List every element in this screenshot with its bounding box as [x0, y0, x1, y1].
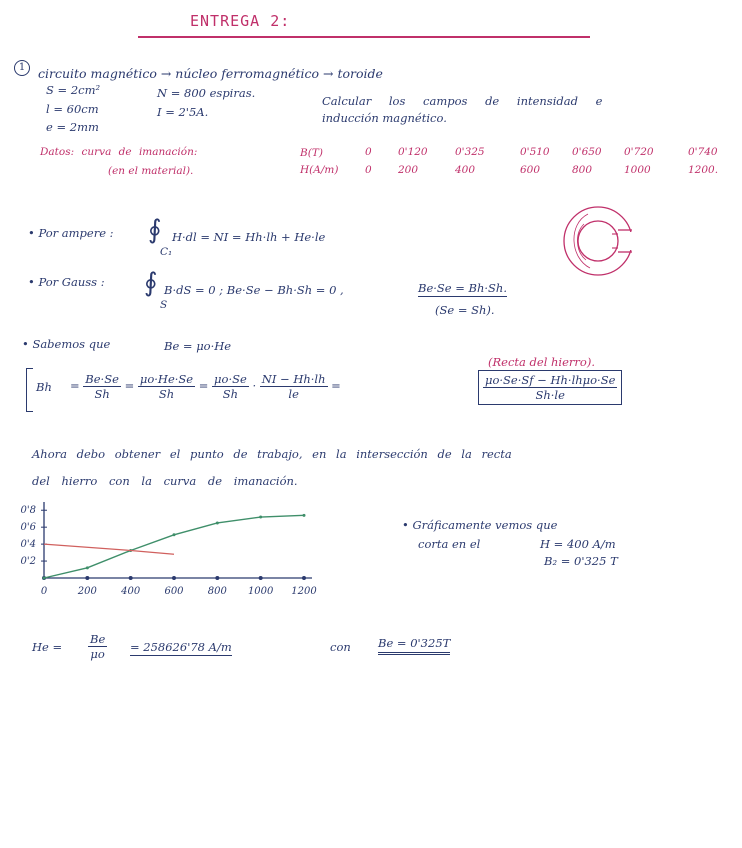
b-value-cell: 0'120: [398, 146, 428, 158]
gauss-result: Be·Se = Bh·Sh.: [418, 281, 507, 295]
final-con: con: [330, 640, 351, 654]
task-line2: inducción magnético.: [322, 111, 447, 125]
given-length: l = 60cm: [46, 102, 99, 116]
magnetization-chart: [14, 496, 324, 606]
h-row-label: H(A/m): [300, 164, 339, 176]
x-tick-mark: [85, 576, 89, 580]
recta-box: [478, 370, 622, 405]
x-tick-label: 600: [164, 586, 184, 597]
x-tick-mark: [215, 576, 219, 580]
problem-number: 1: [14, 60, 30, 76]
h-value-cell: 800: [572, 164, 593, 176]
curve-point: [259, 516, 262, 519]
final-lhs: He =: [32, 640, 63, 654]
ampere-expression: H·dl = NI = Hh·lh + He·le: [172, 230, 326, 244]
given-current: I = 2'5A.: [157, 105, 209, 119]
ampere-integral-sub: C₁: [160, 246, 173, 258]
derivation-chain: = $\frac{Be\cdot Se}{Sh}$ = $\frac{\mu o\cdot He\cdot Se}{Sh}$ = $\frac{\mu o\cdot Se}{Sh}$ · $\frac{NI - Hh\cdot lh}{le}$ =: [70, 372, 341, 401]
x-tick-mark: [259, 576, 263, 580]
gauss-note: (Se = Sh).: [435, 303, 495, 317]
problem-heading: circuito magnético → núcleo ferromagnético → toroide: [38, 66, 383, 81]
x-tick-label: 200: [77, 586, 97, 597]
x-tick-mark: [302, 576, 306, 580]
curve-point: [86, 566, 89, 569]
x-tick-mark: [129, 576, 133, 580]
b-value-cell: 0: [365, 146, 372, 158]
frac-be-se: $\frac{Be\cdot Se}{Sh}$: [85, 372, 119, 401]
h-value-cell: 1000: [624, 164, 651, 176]
curve-point: [43, 577, 46, 580]
given-area: S = 2cm²: [46, 83, 101, 97]
toroid-sketch: [560, 200, 638, 282]
frac-ni: $\frac{NI - Hh\cdot lh}{le}$: [261, 372, 326, 401]
curve-point: [216, 521, 219, 524]
derivation-lhs: Bh: [36, 380, 52, 394]
gauss-integral: ∮: [144, 268, 158, 298]
b-row-label: B(T): [300, 147, 323, 159]
final-result: = 258626'78 A/m: [130, 640, 232, 654]
b-value-cell: 0'510: [520, 146, 550, 158]
final-be: Be = 0'325T: [378, 636, 450, 655]
explanation-line1: Ahora debo obtener el punto de trabajo, en la intersección de la recta: [32, 447, 512, 461]
recta-line: [44, 544, 174, 554]
gauss-integral-sub: S: [160, 299, 168, 311]
gauss-label: • Por Gauss :: [28, 275, 105, 289]
page-title: ENTREGA 2:: [190, 12, 291, 30]
x-tick-mark: [172, 576, 176, 580]
y-tick-label: 0'6: [20, 522, 36, 534]
given-gap: e = 2mm: [46, 120, 99, 134]
h-value-cell: 600: [520, 164, 541, 176]
b-value-cell: 0'720: [624, 146, 654, 158]
x-tick-label: 800: [207, 586, 227, 597]
x-tick-label: 1200: [291, 586, 317, 597]
graph-h-result: H = 400 A/m: [540, 537, 616, 551]
data-label: Datos: curva de imanación:: [40, 146, 198, 158]
b-value-cell: 0'650: [572, 146, 602, 158]
gauss-expression: B·dS = 0 ; Be·Se − Bh·Sh = 0 ,: [164, 283, 344, 297]
y-tick-label: 0'8: [20, 505, 36, 517]
x-tick-label: 400: [121, 586, 141, 597]
frac-mu-he-se: $\frac{\mu o\cdot He\cdot Se}{Sh}$: [139, 372, 194, 401]
title-underline: [138, 36, 590, 38]
material-note: (en el material).: [108, 165, 194, 177]
explanation-line2: del hierro con la curva de imanación.: [32, 474, 298, 488]
curve-point: [173, 533, 176, 536]
derivation-intro: • Sabemos que: [22, 337, 111, 351]
y-tick-label: 0'2: [20, 556, 36, 568]
x-tick-label: 0: [40, 586, 48, 597]
h-value-cell: 1200.: [688, 164, 719, 176]
b-value-cell: 0'325: [455, 146, 485, 158]
graph-note-line2: corta en el: [418, 537, 481, 551]
graph-b-result: B₂ = 0'325 T: [544, 554, 618, 568]
graph-note-line1: • Gráficamente vemos que: [402, 518, 558, 532]
x-tick-label: 1000: [247, 586, 274, 597]
derivation-relation: Be = μo·He: [164, 339, 232, 353]
recta-label: (Recta del hierro).: [488, 355, 595, 369]
derivation-box: [26, 368, 33, 412]
h-value-cell: 400: [455, 164, 476, 176]
y-tick-label: 0'4: [20, 539, 36, 551]
b-value-cell: 0'740: [688, 146, 718, 158]
given-turns: N = 800 espiras.: [157, 86, 256, 100]
final-fraction: $\frac{Be}{\mu o}$: [90, 632, 106, 661]
frac-recta: $\frac{\text{μo·Se·Sf − Hh·lhμo·Se}}{Sh\cdot le}$: [485, 373, 616, 402]
ampere-label: • Por ampere :: [28, 226, 114, 240]
ampere-integral: ∮: [148, 215, 162, 245]
task-line1: Calcular los campos de intensidad e: [322, 94, 603, 108]
frac-mu-se: $\frac{\mu o\cdot Se}{Sh}$: [214, 372, 247, 401]
h-value-cell: 200: [398, 164, 419, 176]
curve-point: [303, 514, 306, 517]
h-value-cell: 0: [365, 164, 372, 176]
